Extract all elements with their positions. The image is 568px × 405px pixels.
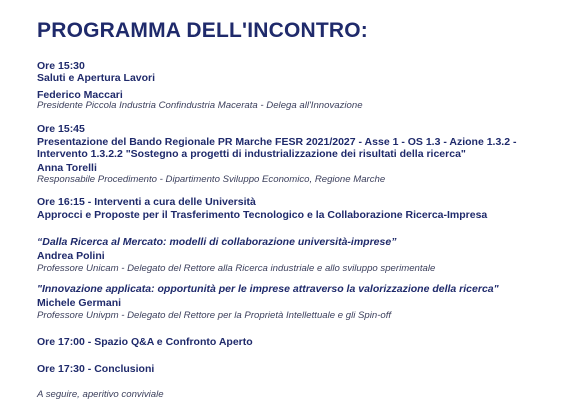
speaker-name: Michele Germani: [37, 297, 122, 309]
page-title: PROGRAMMA DELL'INCONTRO:: [37, 19, 368, 42]
talk-title: "Innovazione applicata: opportunità per le imprese attraverso la valorizzazione della ricerca": [37, 283, 499, 295]
speaker-role: Presidente Piccola Industria Confindustria Macerata - Delega all'Innovazione: [37, 100, 363, 111]
talk-title: “Dalla Ricerca al Mercato: modelli di collaborazione università-imprese”: [37, 236, 397, 248]
speaker-name: Federico Maccari: [37, 89, 123, 101]
session-heading: Saluti e Apertura Lavori: [37, 72, 156, 84]
time-1730-line: Ore 17:30 - Conclusioni: [37, 363, 155, 375]
speaker-role: Professore Unicam - Delegato del Rettore alla Ricerca industriale e allo sviluppo sperimentale: [37, 263, 436, 274]
speaker-name: Anna Torelli: [37, 162, 97, 174]
time-1545: Ore 15:45: [37, 123, 85, 135]
speaker-role: Responsabile Procedimento - Dipartimento Sviluppo Economico, Regione Marche: [37, 174, 386, 185]
closing-note: A seguire, aperitivo conviviale: [37, 389, 164, 400]
session-heading-line1: Presentazione del Bando Regionale PR Marche FESR 2021/2027 - Asse 1 - OS 1.3 - Azione 1.3.2 -: [37, 136, 517, 148]
speaker-name: Andrea Polini: [37, 250, 105, 262]
time-1530: Ore 15:30: [37, 60, 85, 72]
time-1615-line: Ore 16:15 - Interventi a cura delle Università: [37, 196, 256, 208]
speaker-role: Professore Univpm - Delegato del Rettore per la Proprietà Intellettuale e gli Spin-off: [37, 310, 392, 321]
time-1700-line: Ore 17:00 - Spazio Q&A e Confronto Aperto: [37, 336, 253, 348]
session-heading-line2: Intervento 1.3.2.2 "Sostegno a progetti di industrializzazione dei risultati della ricerca": [37, 148, 466, 160]
session-heading: Approcci e Proposte per il Trasferimento Tecnologico e la Collaborazione Ricerca-Impresa: [37, 209, 488, 221]
